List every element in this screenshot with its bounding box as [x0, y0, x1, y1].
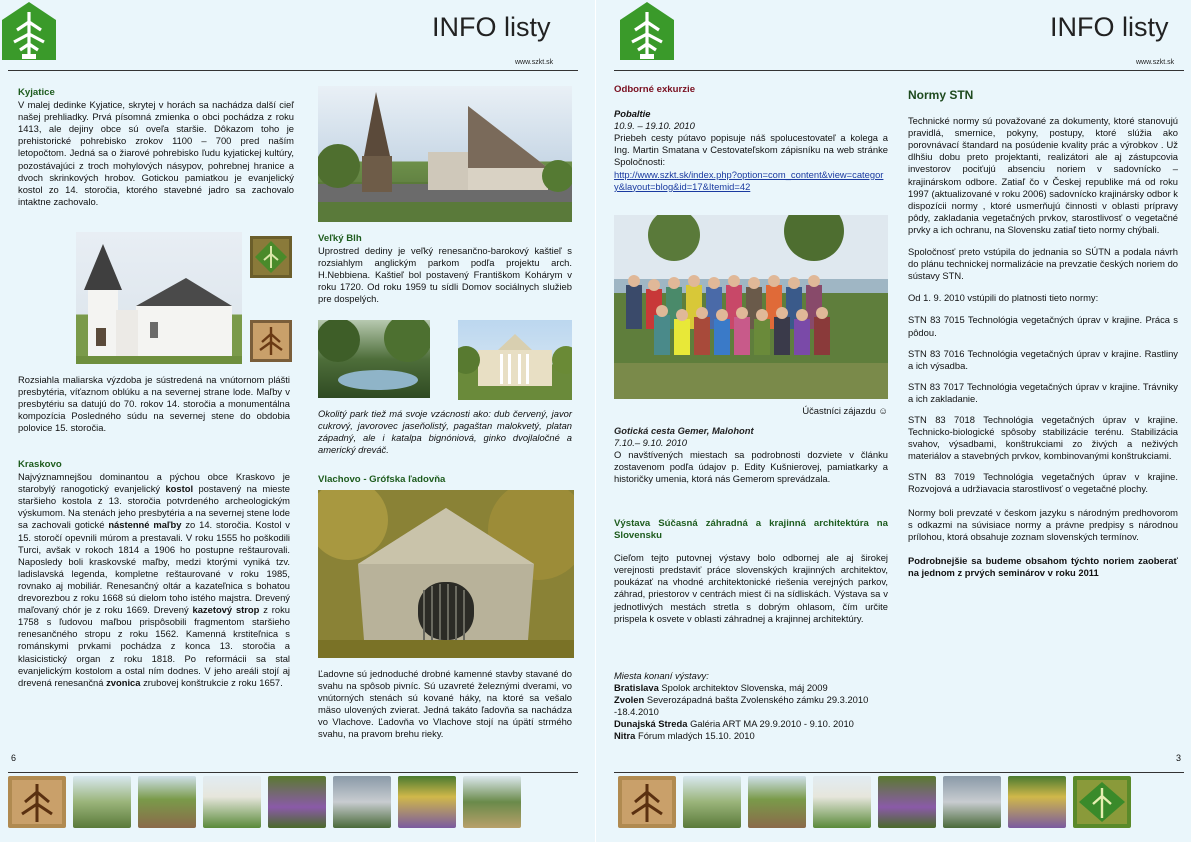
footer-emblem-tree [8, 776, 66, 828]
stn-item: STN 83 7015 Technológia vegetačných úprav v krajine. Práca s pôdou. [908, 314, 1178, 338]
footer-photo-garden-3 [203, 776, 261, 828]
kraskovo-bold-2: nástenné maľby [108, 519, 182, 531]
miesta-text: Severozápadná bašta Zvolenského zámku 29.3.2010 -18.4.2010 [614, 694, 869, 718]
footer-photo-garden-2 [138, 776, 196, 828]
kyjatice-section [18, 87, 294, 208]
velky-blh-manor-photo [458, 320, 572, 400]
stn-item: STN 83 7017 Technológia vegetačných úprav v krajine. Trávniky a ich zakladanie. [908, 380, 1178, 404]
footer-photo-garden-7 [463, 776, 521, 828]
page-title-right: INFO listy [1050, 12, 1169, 42]
footer-photo-garden-4 [878, 776, 936, 828]
vystava-section [614, 518, 888, 625]
miesta-city: Dunajská Streda [614, 718, 688, 730]
footer-photo-garden-5 [333, 776, 391, 828]
gemer-section [614, 425, 888, 485]
header-divider [8, 70, 578, 71]
gemer-body: O navštívených miestach sa podrobnosti dozviete v článku zostavenom podľa údajov p. Edity Kušnierovej, pamiatkarky a historičky umenia, ktorá nás Gemerom sprevádzala. [614, 449, 888, 485]
kraskovo-text-5: zrubovej konštrukcie z roku 1657. [140, 676, 283, 688]
miesta-item [614, 730, 888, 742]
footer-photo-strip-right [618, 776, 1131, 832]
szkt-logo-icon [618, 0, 676, 62]
exkurzie-heading: Odborné exkurzie [614, 84, 696, 95]
exkurzie-section [614, 84, 888, 193]
vystava-heading: Výstava Súčasná záhradná a krajinná architektúra na Slovensku [614, 518, 888, 542]
velky-blh-body: Uprostred dediny je veľký renesančno-barokový kaštieľ s rozsiahlym anglickým parkom podľa projektu arch. H.Nebbiena. Kaštieľ bol postavený Františkom Kohárym v roku 1720. Od roku 1959 tu sídli Domov sociálnych služieb pre dospelých. [318, 245, 572, 305]
gemer-date: 7.10.– 9.10. 2010 [614, 437, 687, 449]
kraskovo-section [18, 459, 290, 689]
kyjatice-white-church-photo [76, 232, 242, 364]
normy-p5: Podrobnejšie sa budeme obsahom týchto noriem zaoberať na jednom z prvých seminárov v roku 2011 [908, 554, 1178, 578]
kyjatice-heading: Kyjatice [18, 87, 55, 98]
pobaltie-heading: Pobaltie [614, 108, 651, 120]
page-number-right: 3 [1176, 753, 1182, 763]
velky-blh-park-photo [318, 320, 430, 398]
vlachovo-body: Ľadovne sú jednoduché drobné kamenné stavby stavané do svahu na spôsob pivníc. Sú uzavreté železnými dverami, vo vnútorných stenách sú kované háky, na ktoré sa vešalo mäso ulovených zvierat. Jedná takáto ľadovňa sa nachádza vo Vlachove. Ľadovňa vo Vlachove stojí na úpätí strmého svahu, na pravom brehu rieky. [318, 668, 572, 740]
miesta-city: Nitra [614, 730, 636, 742]
kyjatice-body-continued: Rozsiahla maliarska výzdoba je sústredená na vnútornom plášti presbytéria, víťaznom oblúku a na severnej strane lode. Maľby v presbytériu sa datujú do 70. rokov 14. storočia a monumentálna kompozícia Posledného súdu na severnej stene do obdobia polovice 15. storočia. [18, 374, 290, 434]
pobaltie-link[interactable]: http://www.szkt.sk/index.php?option=com_content&view=category&layout=blog&id=17&Itemid=42 [614, 168, 884, 192]
miesta-text: Spolok architektov Slovenska, máj 2009 [658, 682, 828, 694]
kraskovo-text-1: Najvýznamnejšou dominantou a pýchou obce Kraskovo je starobylý ranogotický evanjelický [18, 471, 290, 495]
footer-photo-garden-1 [73, 776, 131, 828]
footer-photo-garden-3 [813, 776, 871, 828]
kraskovo-text-4: z roku 1758 s ľudovou maľbou prispôsobili fragmentom staršieho renesančného stropu z roku 1562. Kamenná krstiteľnica s románskymi prvkami pochádza z konca 13. storočia a klasicistický organ z roku 1818. Po reformácii sa stal evanjelickým kostolom a ostal ním dodnes. V jeho areáli stojí aj drevená renesančná [18, 604, 290, 688]
pobaltie-date: 10.9. – 19.10. 2010 [614, 120, 695, 132]
kraskovo-bold-1: kostol [165, 483, 194, 495]
footer-emblem-tree [618, 776, 676, 828]
group-photo [614, 215, 888, 399]
kraskovo-bold-4: zvonica [106, 676, 141, 688]
footer-divider-left [8, 772, 578, 773]
miesta-city: Bratislava [614, 682, 659, 694]
footer-photo-garden-1 [683, 776, 741, 828]
vlachovo-heading-wrap [318, 474, 572, 486]
header-divider-right [614, 70, 1184, 71]
normy-p4: Normy boli prevzaté v českom jazyku s národným predhovorom s odkazmi na súvisiace normy a právne predpisy s národnou prílohou, ktorá obsahuje zoznam slovenských termínov. [908, 506, 1178, 542]
footer-photo-garden-6 [1008, 776, 1066, 828]
vlachovo-heading: Vlachovo - Grófska ľadovňa [318, 474, 446, 485]
miesta-item [614, 682, 888, 694]
page-title: INFO listy [432, 12, 551, 42]
footer-photo-garden-2 [748, 776, 806, 828]
footer-emblem-leaf [1073, 776, 1131, 828]
normy-section [908, 89, 1178, 579]
miesta-item [614, 718, 888, 730]
footer-divider-right [614, 772, 1184, 773]
pobaltie-body: Priebeh cesty pútavo popisuje náš spolucestovateľ a kolega a Ing. Martin Smatana v Cestovateľskom zápisníku na web stránke Spoločnosti: [614, 132, 888, 168]
page-number-left: 6 [11, 753, 17, 763]
website-url: www.szkt.sk [515, 59, 554, 66]
kraskovo-text-2: postavený na mieste staršieho kostola z 13. storočia potvrdeného archeologickým výskumom. Na stenách jeho presbytéria a na severnej stene lode sa zachovali gotické [18, 483, 291, 531]
kyjatice-body: V malej dedinke Kyjatice, skrytej v horách sa nachádza další cieľ našej prehliadky. Prvá písomná zmienka o obci pochádza z roku 1413, ale dejiny obce sú oveľa staršie. Dôkazom toho je prehistorické pohrebisko zrokov 1100 – 700 pred naším letopočtom. Jedná sa o žiarové pohrebisko ľudu kyjatickej kultúry, pozostávajúci z troch mohylových násypov, pohrebnej hranice a dvoch skrinkových hrobov. Gotickou pamiatkou je evanjelický kostol zo 14. storočia, ktorého stavebné jadro sa zachovalo intaktne zachovalo. [18, 99, 294, 207]
normy-p1: Technické normy sú považované za dokumenty, ktoré stanovujú pravidlá, smernice, pokyny, postupy, ktoré slúžia ako porovnávací štandard na posúdenie kvality prác a výrobkov . Už dlhšiu dobu preto projektanti, realizátori ale aj zástupcovia investorov pociťujú absenciu noriem v sadovnícko – krajinárskom odbore. Zatiaľ čo v Českej republike má od roku 1997 (aktualizované v roku 2006) sadovnícko krajinársky odbor k dispozícii normy , ktoré usmerňujú činnosti v oblasti prípravy pôdy, zakladania vegetačných prvkov, starostlivosť o vegetačné prvky a ich ochranu, na Slovensku zatiaľ tieto normy chýbali. [908, 115, 1178, 235]
normy-p2: Spoločnosť preto vstúpila do jednania so SÚTN a podala návrh do plánu technickej normalizácie na prevzatie českých noriem do sústavy STN. [908, 246, 1178, 282]
footer-photo-strip-left [8, 776, 521, 832]
leaf-emblem-icon [250, 236, 292, 278]
vlachovo-icehouse-photo [318, 490, 574, 658]
velky-blh-section [318, 233, 572, 306]
miesta-city: Zvolen [614, 694, 645, 706]
kraskovo-bold-3: kazetový strop [192, 604, 260, 616]
miesta-text: Galéria ART MA 29.9.2010 - 9.10. 2010 [687, 718, 854, 730]
footer-photo-garden-6 [398, 776, 456, 828]
gemer-heading: Gotická cesta Gemer, Malohont [614, 425, 754, 436]
miesta-item [614, 694, 888, 718]
stn-item: STN 83 7016 Technológia vegetačných úprav v krajine. Rastliny a ich výsadba. [908, 347, 1178, 371]
website-url-right: www.szkt.sk [1136, 59, 1175, 66]
szkt-logo-icon [0, 0, 58, 62]
velky-blh-heading: Veľký Blh [318, 233, 362, 244]
stn-item: STN 83 7018 Technológia vegetačných úprav v krajine. Technicko-biologické spôsoby stabilizácie terénu. Stabilizácia svahov, výsadbami, konštrukciami zo živých a neživých materiálov a stavebných prvkov, kombinovanými konštrukciami. [908, 413, 1178, 462]
miesta-section [614, 670, 888, 743]
stn-item: STN 83 7019 Technológia vegetačných úprav v krajine. Rozvojová a udržiavacia starostlivosť o vegetačné plochy. [908, 471, 1178, 495]
miesta-heading: Miesta konaní výstavy: [614, 670, 709, 681]
footer-photo-garden-4 [268, 776, 326, 828]
page-right [596, 0, 1191, 842]
vystava-body: Cieľom tejto putovnej výstavy bolo odbornej ale aj širokej verejnosti predstaviť práce slovenských krajinných architektov, poukázať na vhodné architektonické riešenia verejných parkov, záhrad, priestorov v centrách miest či na sídliskách. Výstava sa v jednotlivých mestách stretla s dobrým ohlasom, čím určite prispela k osvete v oblasti záhradnej a krajinnej architektúry. [614, 552, 888, 624]
normy-heading: Normy STN [908, 88, 974, 102]
miesta-text: Fórum mladých 15.10. 2010 [635, 730, 755, 742]
kyjatice-church-photo [318, 86, 572, 222]
tree-emblem-icon [250, 320, 292, 362]
normy-p3: Od 1. 9. 2010 vstúpili do platnosti tieto normy: [908, 292, 1099, 304]
kraskovo-heading: Kraskovo [18, 459, 62, 470]
footer-photo-garden-5 [943, 776, 1001, 828]
group-photo-caption: Účastníci zájazdu ☺ [802, 405, 888, 416]
kraskovo-text-3: zo 14. storočia. Kostol v 15. storočí opevnili múrom a prestavali. V roku 1555 ho poškodili Turci, avšak v rokoch 1814 a 1906 ho postupne reštaurovali. Naposledy boli kraskovské maľby, medzi ktorými vyniká tzv. ladislavská legenda, kompletne reštaurované v roku 1985, rovnako aj mobiliár. Renesančný oltár a kazateľnica s bohatou drevorezbou z roku 1668 sú dielom toho istého majstra. Drevený maľovaný chór je z roku 1669. Drevený [18, 519, 290, 616]
velky-blh-park-text: Okolitý park tiež má svoje vzácnosti ako: dub červený, javor cukrový, javorovec jaseňolistý, pagaštan malokvetý, platan západný, ale i katalpa bignóniová, ginko dvojlaločné a americký dreváč. [318, 408, 572, 456]
page-left [0, 0, 595, 842]
